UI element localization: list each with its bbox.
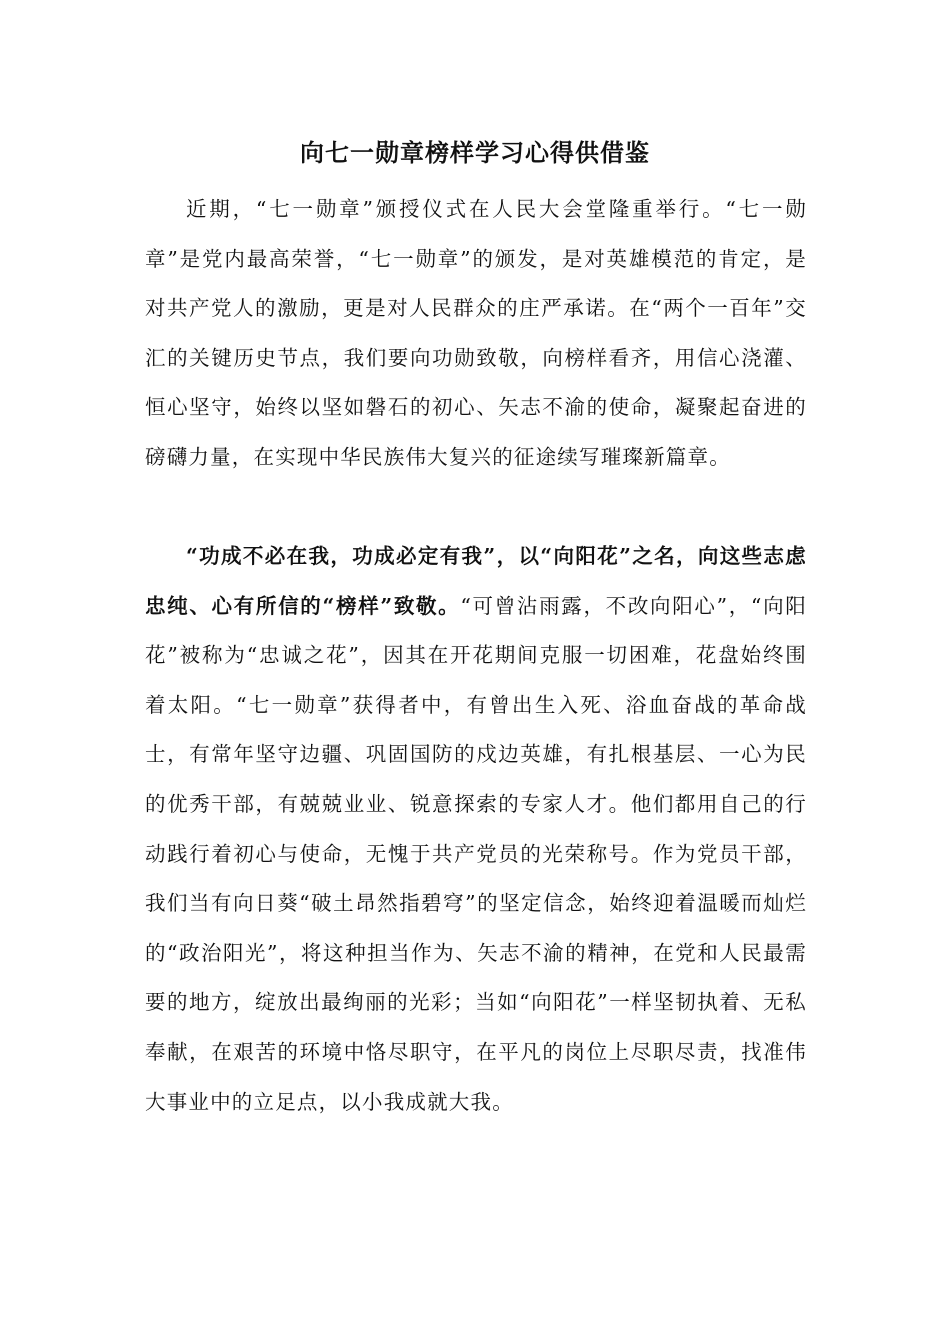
paragraph-role-models: [145, 532, 807, 1127]
document-title: 向七一勋章榜样学习心得供借鉴: [300, 138, 650, 167]
paragraph-body-text: “可曾沾雨露，不改向阳心”，“向阳花”被称为“忠诚之花”，因其在开花期间克服一切困难，花盘始终围着太阳。“七一勋章”获得者中，有曾出生入死、浴血奋战的革命战士，有常年坚守边疆、巩固国防的戍边英雄，有扎根基层、一心为民的优秀干部，有兢兢业业、锐意探索的专家人才。他们都用自己的行动践行着初心与使命，无愧于共产党员的光荣称号。作为党员干部，我们当有向日葵“破土昂然指碧穹”的坚定信念，始终迎着温暖而灿烂的“政治阳光”，将这种担当作为、矢志不渝的精神，在党和人民最需要的地方，绽放出最绚丽的光彩；当如“向阳花”一样坚韧执着、无私奉献，在艰苦的环境中恪尽职守，在平凡的岗位上尽职尽责，找准伟大事业中的立足点，以小我成就大我。: [145, 593, 807, 1114]
paragraph-intro: 近期，“七一勋章”颁授仪式在人民大会堂隆重举行。“七一勋章”是党内最高荣誉，“七一勋章”的颁发，是对英雄模范的肯定，是对共产党人的激励，更是对人民群众的庄严承诺。在“两个一百年”交汇的关键历史节点，我们要向功勋致敬，向榜样看齐，用信心浇灌、恒心坚守，始终以坚如磐石的初心、矢志不渝的使命，凝聚起奋进的磅礴力量，在实现中华民族伟大复兴的征途续写璀璨新篇章。: [145, 197, 807, 469]
paragraph-lead-sentence: “功成不必在我，功成必定有我”，以“向阳花”之名，向这些志虑忠纯、心有所信的“榜样”致敬。: [145, 544, 807, 618]
